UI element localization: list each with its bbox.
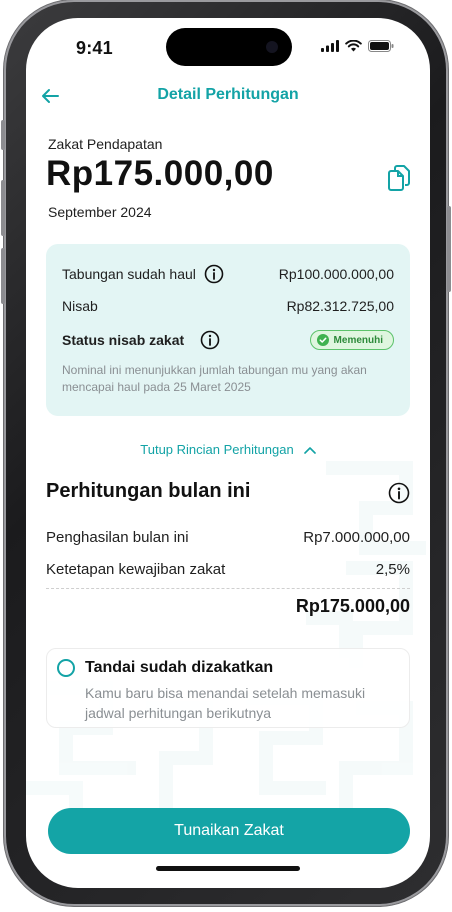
section-title: Perhitungan bulan ini (46, 480, 251, 502)
check-circle-icon (317, 334, 329, 346)
copy-icon (386, 164, 412, 192)
info-icon[interactable] (200, 330, 220, 350)
mark-paid-radio[interactable] (57, 659, 75, 677)
status-badge (310, 330, 394, 350)
toggle-details-label: Tutup Rincian Perhitungan (140, 442, 294, 457)
chevron-up-icon (304, 446, 316, 454)
nisab-label: Nisab (62, 298, 98, 314)
summary-row-label (62, 264, 224, 284)
zakat-amount: Rp175.000,00 (46, 154, 274, 193)
home-indicator (156, 866, 300, 871)
system-icons (321, 40, 394, 52)
phone-frame (4, 0, 448, 906)
page-title: Detail Perhitungan (157, 86, 299, 103)
summary-card (46, 244, 410, 416)
rate-row (46, 558, 410, 580)
status-time: 9:41 (76, 38, 113, 58)
side-button-mute (1, 120, 5, 150)
pay-zakat-button[interactable]: Tunaikan Zakat (48, 808, 410, 854)
side-button-power (447, 206, 451, 292)
summary-note: Nominal ini menunjukkan jumlah tabungan mu yang akan mencapai haul pada 25 Maret 2025 (62, 363, 367, 394)
income-label: Penghasilan bulan ini (46, 528, 189, 546)
divider (46, 588, 410, 589)
total-amount: Rp175.000,00 (295, 596, 410, 616)
haul-value: Rp100.000.000,00 (278, 266, 394, 282)
mark-paid-description: Kamu baru bisa menandai setelah memasuki jadwal perhitungan berikutnya (85, 685, 366, 721)
top-nav (26, 80, 430, 112)
status-label: Status nisab zakat (62, 332, 185, 348)
rate-value: 2,5% (375, 560, 410, 578)
summary-row-status (62, 328, 394, 352)
summary-row-nisab (62, 294, 394, 318)
info-icon[interactable] (204, 264, 224, 284)
camera-dot (266, 41, 278, 53)
signal-icon (321, 40, 339, 52)
rate-label: Ketetapan kewajiban zakat (46, 560, 226, 578)
side-button-volume-down (1, 248, 5, 304)
info-icon[interactable] (388, 482, 410, 504)
dynamic-island (166, 28, 292, 66)
zakat-period: September 2024 (48, 204, 152, 220)
toggle-details-button[interactable] (26, 442, 430, 457)
haul-label: Tabungan sudah haul (62, 266, 196, 282)
side-button-volume-up (1, 180, 5, 236)
summary-row-label (62, 330, 220, 350)
zakat-type-label: Zakat Pendapatan (48, 136, 163, 152)
income-value: Rp7.000.000,00 (303, 528, 410, 546)
mark-paid-title: Tandai sudah dizakatkan (85, 659, 274, 676)
nisab-value: Rp82.312.725,00 (286, 298, 394, 314)
status-bar (26, 18, 430, 72)
income-row (46, 526, 410, 548)
summary-row-haul (62, 262, 394, 286)
status-badge-text: Memenuhi (333, 334, 383, 346)
wifi-icon (345, 40, 362, 52)
mark-paid-card (46, 648, 410, 728)
copy-button[interactable] (386, 164, 412, 192)
screen (26, 18, 430, 888)
battery-icon (368, 40, 394, 52)
